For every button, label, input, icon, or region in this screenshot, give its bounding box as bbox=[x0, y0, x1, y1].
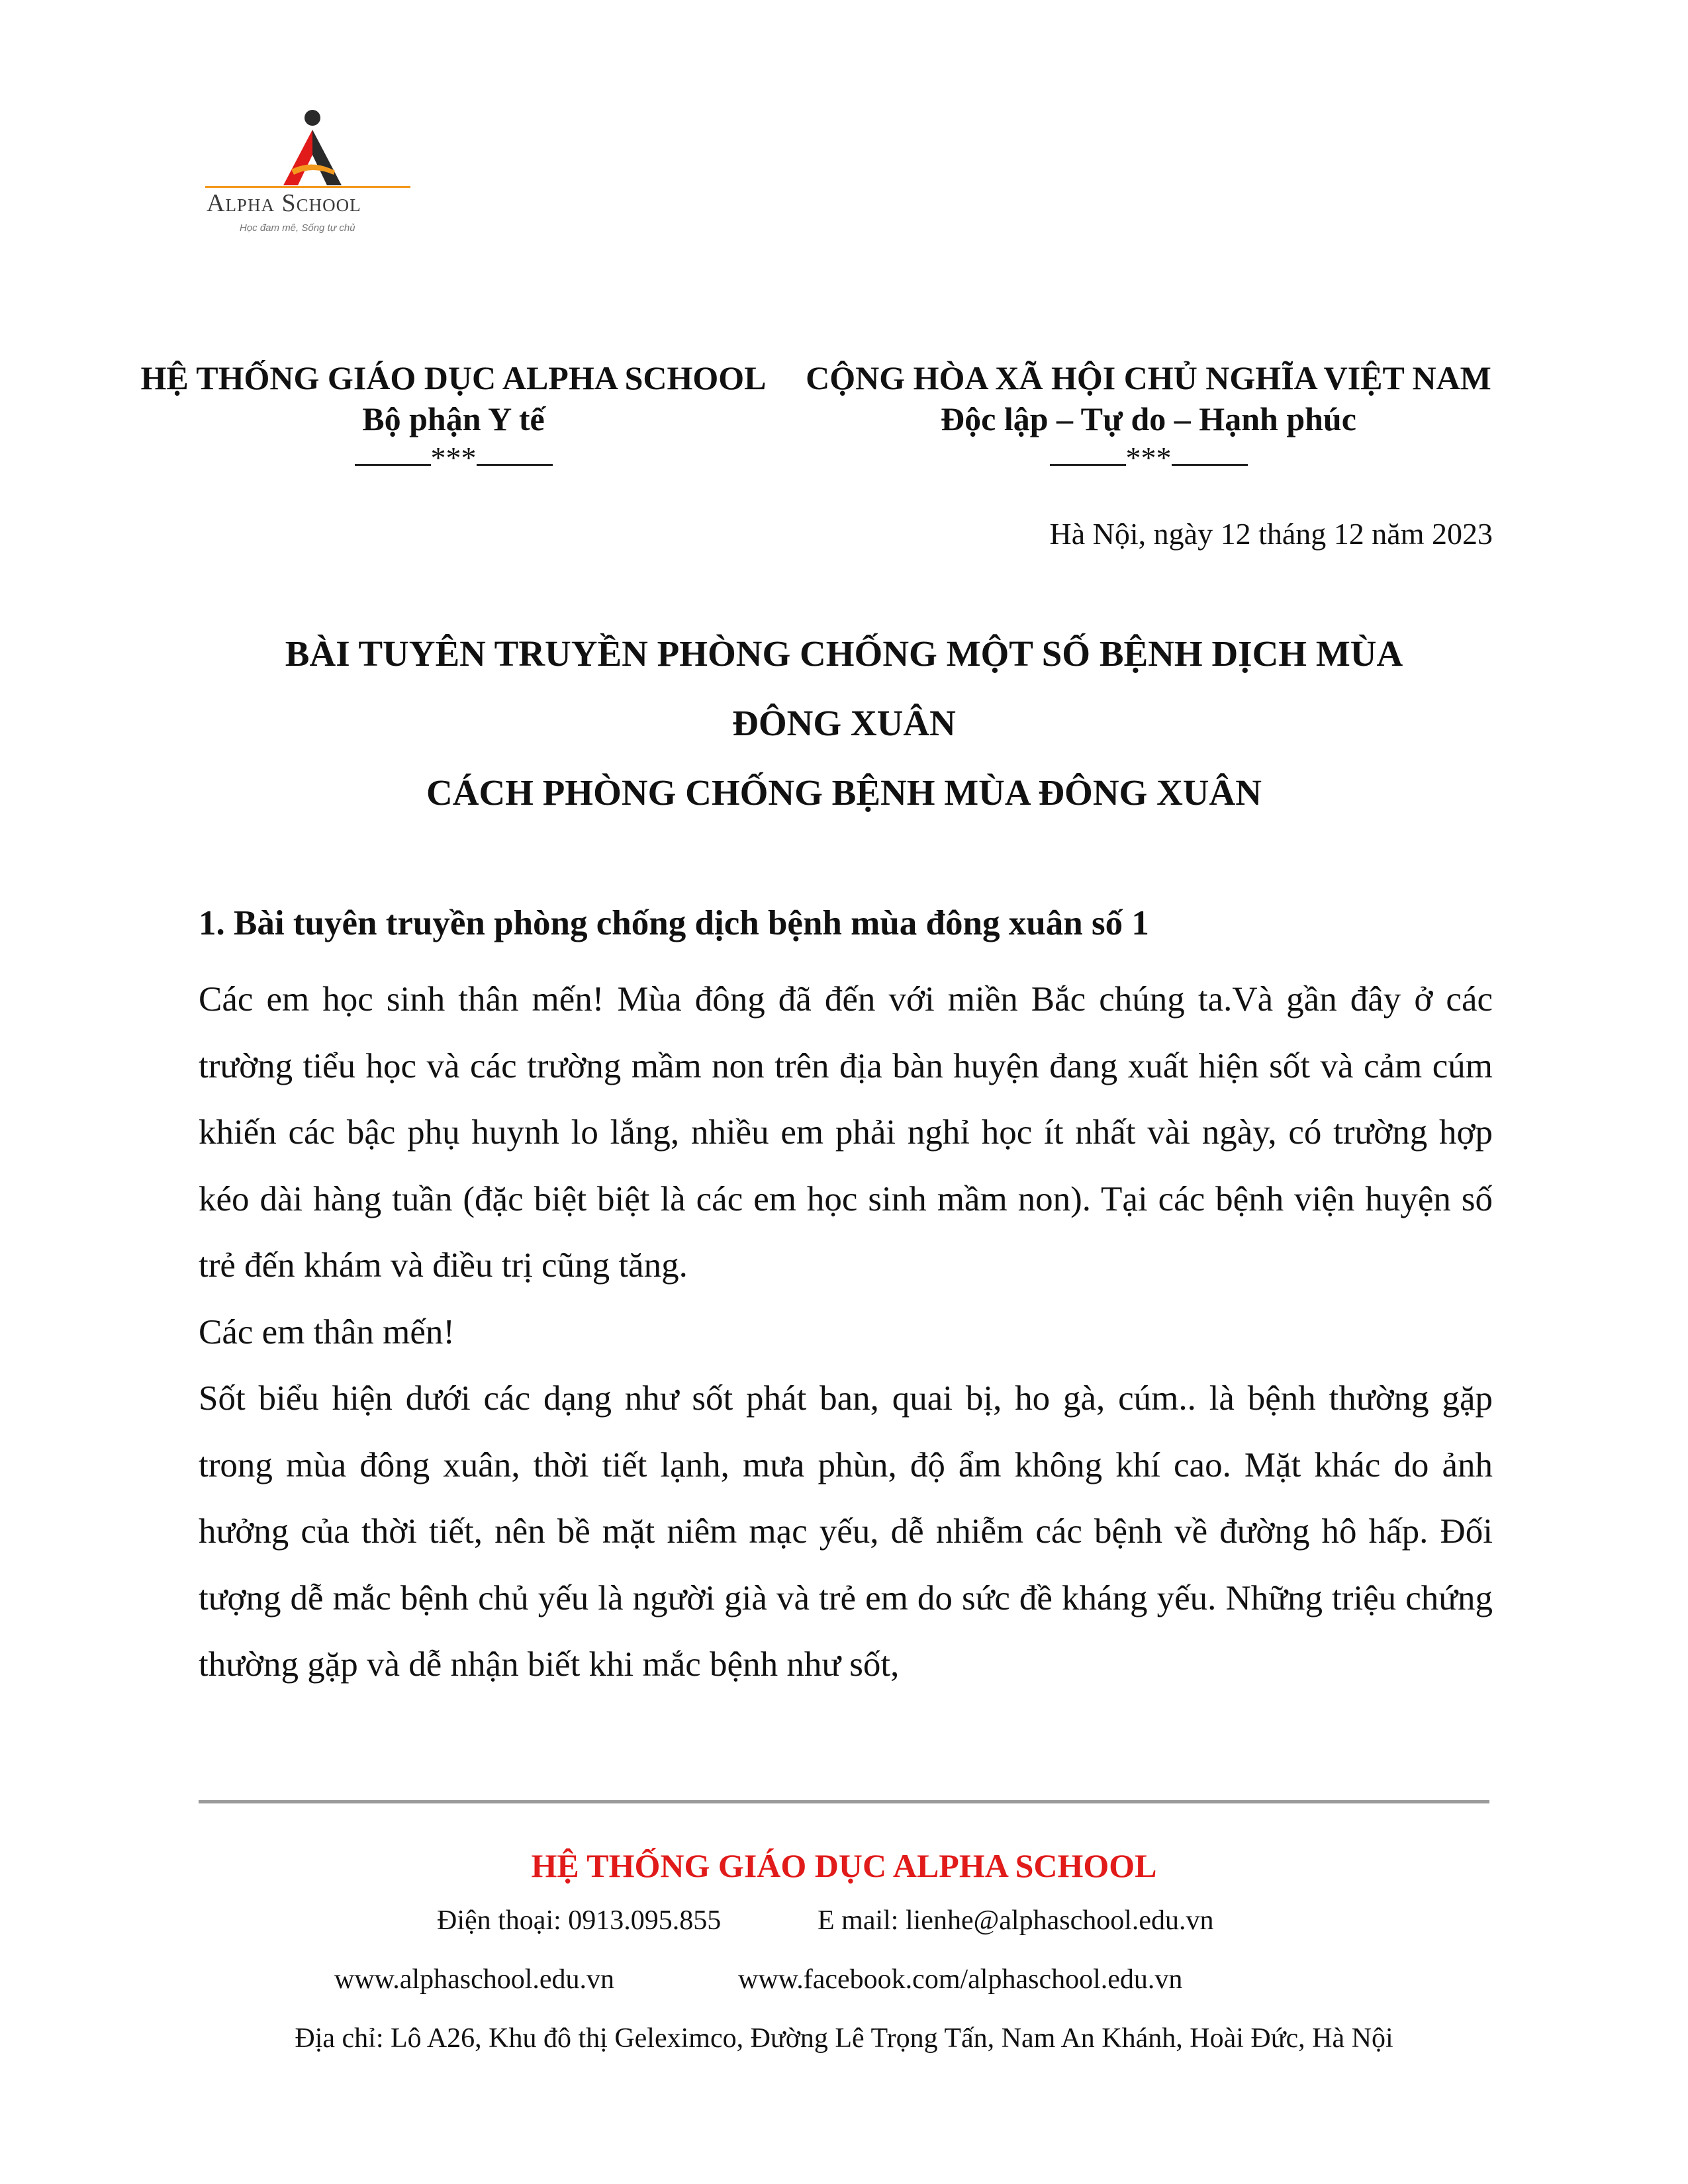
header-right-divider bbox=[794, 439, 1503, 477]
header-nation-block bbox=[794, 357, 1503, 477]
section-heading: 1. Bài tuyên truyền phòng chống dịch bệnh mùa đông xuân số 1 bbox=[199, 904, 1149, 942]
footer-phone: Điện thoại: 0913.095.855 bbox=[437, 1905, 722, 1936]
footer-facebook-link[interactable]: www.facebook.com/alphaschool.edu.vn bbox=[738, 1964, 1183, 1995]
nation-name: CỘNG HÒA XÃ HỘI CHỦ NGHĨA VIỆT NAM bbox=[806, 359, 1491, 396]
document-date: Hà Nội, ngày 12 tháng 12 năm 2023 bbox=[1049, 517, 1493, 551]
header-left-divider bbox=[116, 439, 791, 477]
alpha-logo-mark-icon bbox=[199, 106, 417, 189]
paragraph: Các em thân mến! bbox=[199, 1312, 455, 1351]
header-organization-block bbox=[116, 357, 791, 477]
footer-divider bbox=[199, 1800, 1489, 1803]
title-line-3: CÁCH PHÒNG CHỐNG BỆNH MÙA ĐÔNG XUÂN bbox=[426, 772, 1262, 813]
logo-slogan: Học đam mê, Sống tự chủ bbox=[240, 222, 355, 234]
footer-title: HỆ THỐNG GIÁO DỤC ALPHA SCHOOL bbox=[531, 1847, 1157, 1884]
divider-stars: *** bbox=[1125, 441, 1172, 475]
paragraph: Sốt biểu hiện dưới các dạng như sốt phát ban, quai bị, ho gà, cúm.. là bệnh thường gặp trong mùa đông xuân, thời tiết lạnh, mưa phùn, độ ẩm không khí cao. Mặt khác do ảnh hưởng của thời tiết, nên bề mặt niêm mạc yếu, dễ nhiễm các bệnh về đường hô hấp. Đối tượng dễ mắc bệnh chủ yếu là người già và trẻ em do sức đề kháng yếu. Những triệu chứng thường gặp và dễ nhận biết khi mắc bệnh như sốt, bbox=[199, 1379, 1493, 1684]
footer-address: Địa chỉ: Lô A26, Khu đô thị Geleximco, Đường Lê Trọng Tấn, Nam An Khánh, Hoài Đức, Hà Nội bbox=[295, 2023, 1393, 2054]
document-title bbox=[199, 619, 1489, 827]
department-name: Bộ phận Y tế bbox=[362, 400, 545, 437]
footer-website-link[interactable]: www.alphaschool.edu.vn bbox=[334, 1964, 615, 1995]
organization-name: HỆ THỐNG GIÁO DỤC ALPHA SCHOOL bbox=[140, 359, 767, 396]
title-line-2: ĐÔNG XUÂN bbox=[732, 703, 956, 743]
footer-email[interactable]: E mail: lienhe@alphaschool.edu.vn bbox=[818, 1905, 1214, 1936]
title-line-1: BÀI TUYÊN TRUYỀN PHÒNG CHỐNG MỘT SỐ BỆNH DỊCH MÙA bbox=[285, 633, 1403, 674]
logo-wordmark: Alpha School bbox=[207, 189, 361, 217]
national-motto: Độc lập – Tự do – Hạnh phúc bbox=[941, 400, 1356, 437]
school-logo bbox=[199, 106, 417, 238]
divider-stars: *** bbox=[430, 441, 477, 475]
body-text bbox=[199, 966, 1493, 1698]
paragraph: Các em học sinh thân mến! Mùa đông đã đến với miền Bắc chúng ta.Và gần đây ở các trường tiểu học và các trường mầm non trên địa bàn huyện đang xuất hiện sốt và cảm cúm khiến các bậc phụ huynh lo lắng, nhiều em phải nghỉ học ít nhất vài ngày, có trường hợp kéo dài hàng tuần (đặc biệt biệt là các em học sinh mầm non). Tại các bệnh viện huyện số trẻ đến khám và điều trị cũng tăng. bbox=[199, 980, 1493, 1285]
